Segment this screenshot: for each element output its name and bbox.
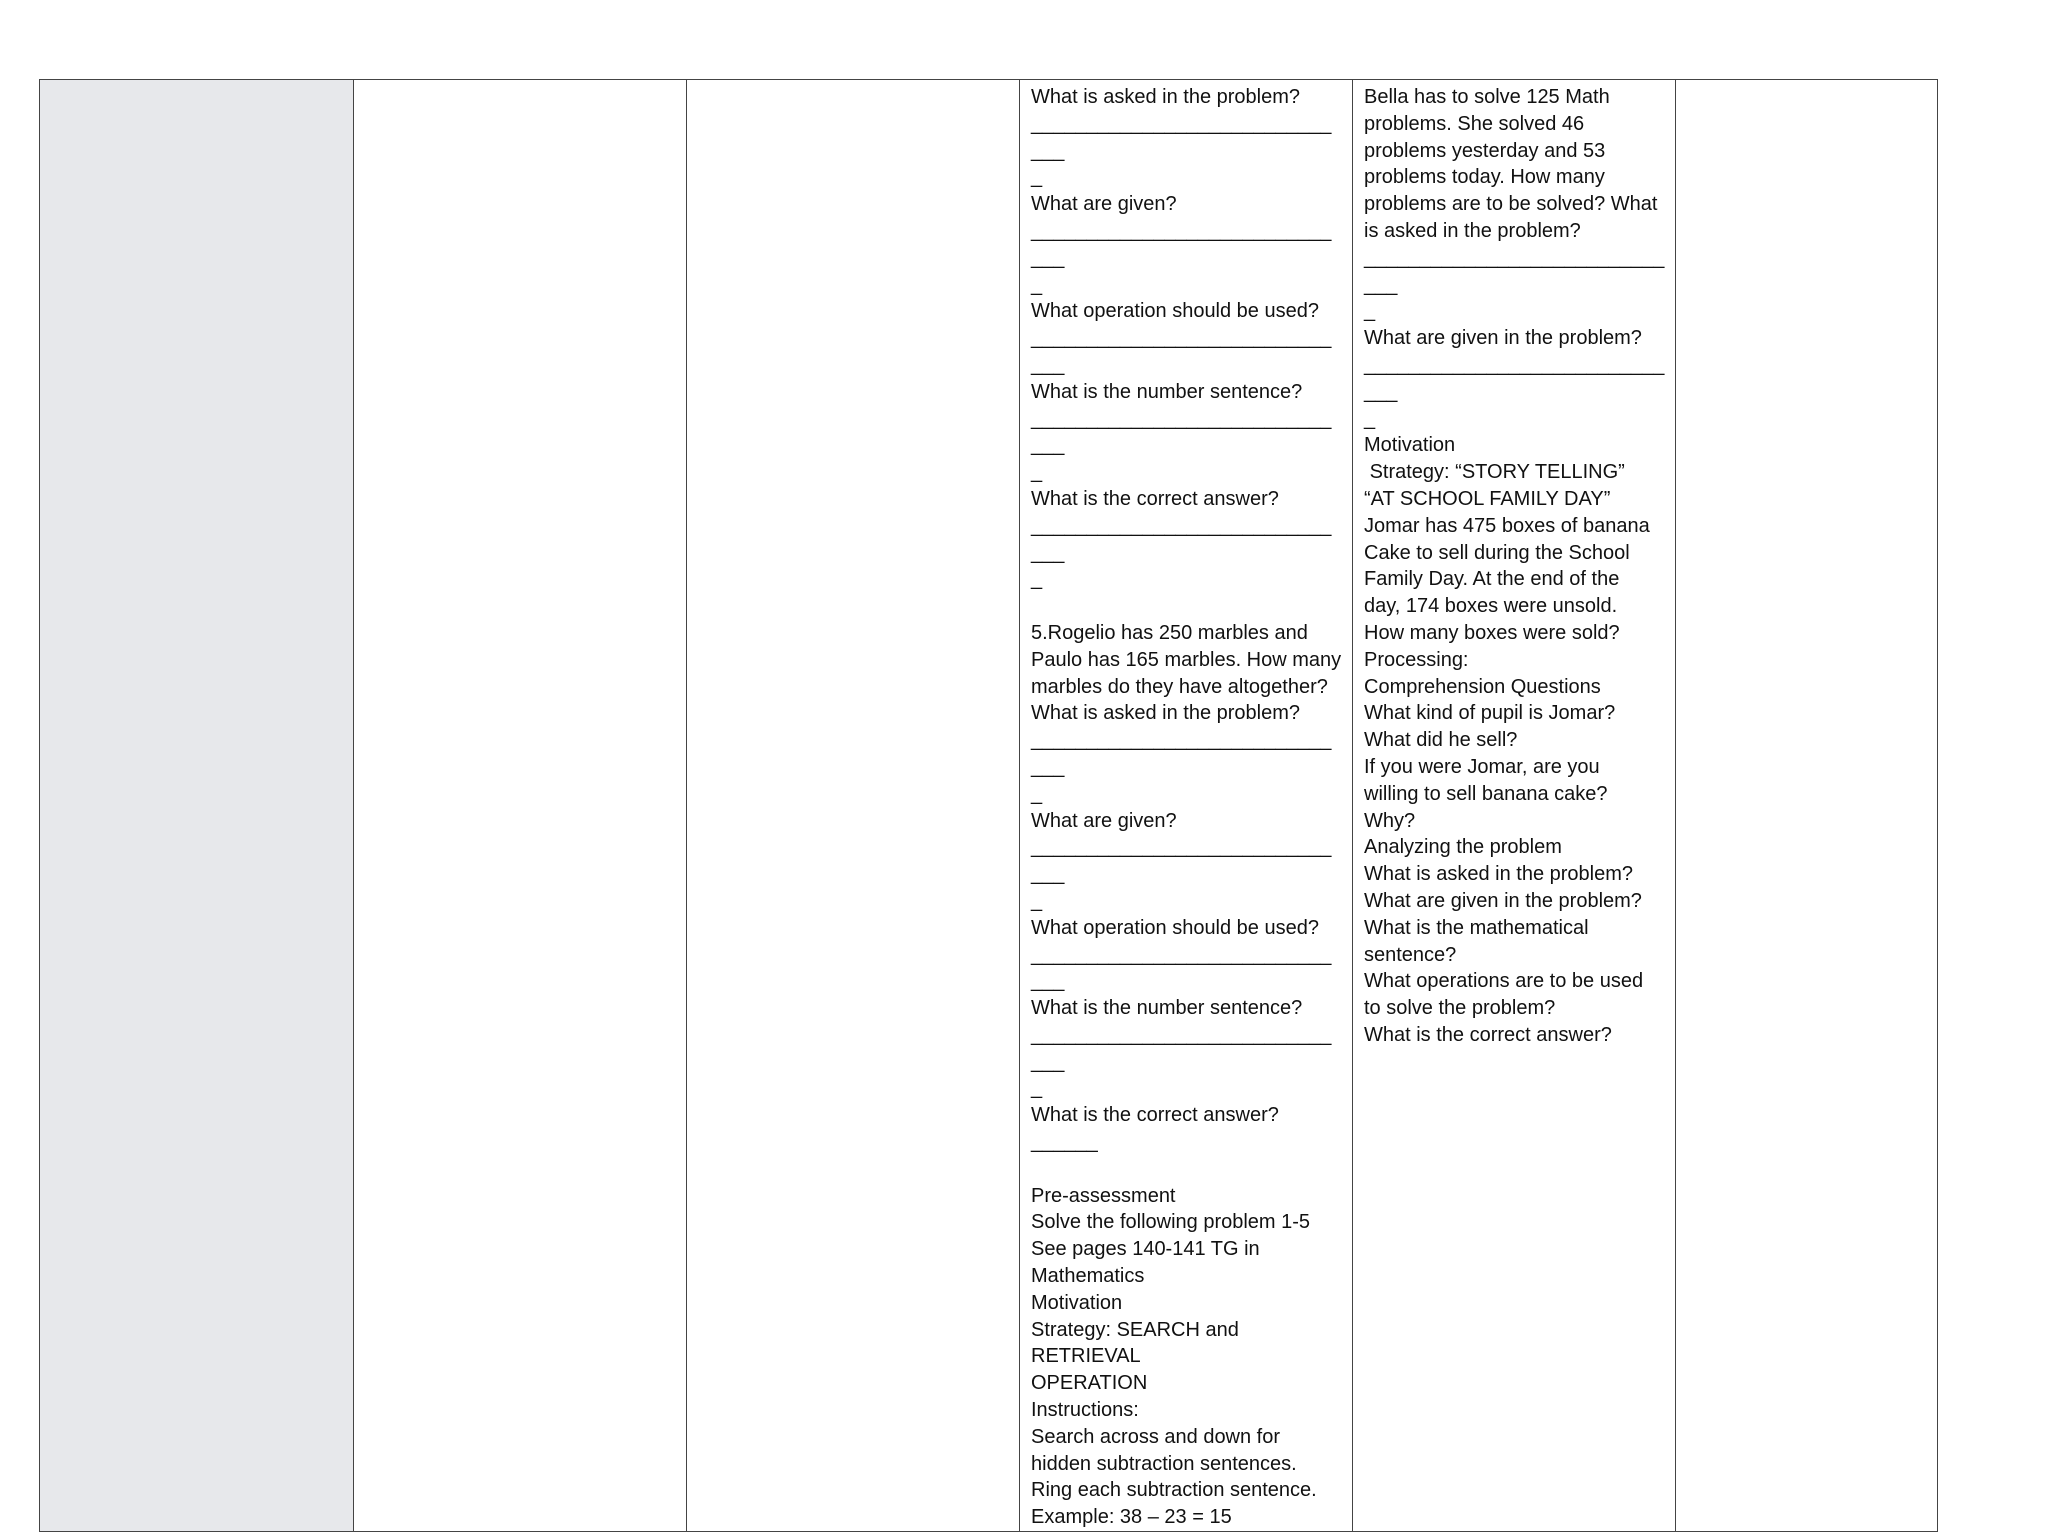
text-line: ______________________________ <box>1364 246 1665 296</box>
text-line: willing to sell banana cake? <box>1364 782 1608 805</box>
lesson-plan-table <box>39 79 1938 1532</box>
text-line: Ring each subtraction sentence. <box>1031 1479 1317 1502</box>
text-line: Mathematics <box>1031 1265 1145 1288</box>
text-line: What is the mathematical <box>1364 916 1589 939</box>
text-line: Motivation <box>1031 1291 1123 1314</box>
text-line: ______________________________ <box>1031 729 1332 778</box>
text-line: Search across and down for <box>1031 1425 1281 1448</box>
text-line: 5.Rogelio has 250 marbles and <box>1031 621 1308 644</box>
text-line: ______________________________ <box>1364 353 1665 403</box>
text-line: If you were Jomar, are you <box>1364 755 1600 778</box>
text-line: Why? <box>1364 809 1416 832</box>
text-line: Example: 38 – 23 = 15 <box>1031 1506 1232 1529</box>
text-line: ______________________________ <box>1031 943 1332 993</box>
text-line: _ <box>1364 300 1376 323</box>
text-line: _ <box>1031 273 1043 296</box>
text-line: ______________________________ <box>1031 514 1332 564</box>
text-line: Motivation <box>1364 434 1456 457</box>
text-line: ______________________________ <box>1031 836 1332 886</box>
text-line: _ <box>1031 461 1043 484</box>
text-line: Cake to sell during the School <box>1364 541 1630 564</box>
text-line: _ <box>1364 407 1376 430</box>
text-line: day, 174 boxes were unsold. <box>1364 595 1618 618</box>
text-line: Processing: <box>1364 648 1469 671</box>
text-line: Analyzing the problem <box>1364 836 1562 859</box>
text-line: sentence? <box>1364 943 1457 966</box>
text-line: Pre-assessment <box>1031 1184 1176 1207</box>
text-line: How many boxes were sold? <box>1364 621 1620 644</box>
text-line: What is the correct answer? <box>1031 1104 1279 1127</box>
text-line: problems today. How many <box>1364 166 1605 189</box>
text-line: _ <box>1031 889 1043 912</box>
text-line: What is the number sentence? <box>1031 380 1303 403</box>
text-line: problems yesterday and 53 <box>1364 139 1606 162</box>
text-line: What operation should be used? <box>1031 916 1319 939</box>
text-line <box>1031 593 1342 620</box>
text-line: What is asked in the problem? <box>1031 702 1301 725</box>
row-label-cell <box>40 80 354 1532</box>
table-cell-col-6 <box>1676 80 1938 1532</box>
text-line: What is the number sentence? <box>1031 997 1303 1020</box>
text-line: OPERATION <box>1031 1372 1148 1395</box>
text-line: What operation should be used? <box>1031 300 1319 323</box>
text-line: ______________________________ <box>1031 112 1332 162</box>
text-line: problems are to be solved? What <box>1364 193 1658 216</box>
text-line: What is the correct answer? <box>1364 1023 1612 1046</box>
text-line: Comprehension Questions <box>1364 675 1601 698</box>
text-line: ______________________________ <box>1031 1023 1332 1073</box>
text-line: See pages 140-141 TG in <box>1031 1238 1260 1261</box>
text-line: ______________________________ <box>1031 327 1332 376</box>
text-line: marbles do they have altogether? <box>1031 675 1328 698</box>
text-line: hidden subtraction sentences. <box>1031 1452 1297 1475</box>
text-line: Solve the following problem 1-5 <box>1031 1211 1311 1234</box>
text-line: Paulo has 165 marbles. How many <box>1031 648 1342 671</box>
text-line: What are given? <box>1031 193 1177 216</box>
table-cell-col-5 <box>1353 80 1676 1532</box>
text-line: What is asked in the problem? <box>1031 86 1301 108</box>
text-line: Strategy: SEARCH and RETRIEVAL <box>1031 1318 1245 1368</box>
text-line: What are given in the problem? <box>1364 327 1642 350</box>
text-line: ______ <box>1031 1131 1098 1154</box>
table-cell-col-2 <box>354 80 687 1532</box>
text-line: ______________________________ <box>1031 219 1332 269</box>
text-line: _ <box>1031 1077 1043 1100</box>
text-line: _ <box>1031 782 1043 805</box>
text-line: What are given? <box>1031 809 1177 832</box>
text-line: to solve the problem? <box>1364 997 1556 1020</box>
col-5-text <box>1353 80 1675 1049</box>
text-line: Jomar has 475 boxes of banana <box>1364 514 1650 537</box>
text-line: What did he sell? <box>1364 729 1518 752</box>
table-cell-col-4 <box>1020 80 1353 1532</box>
text-line: “AT SCHOOL FAMILY DAY” <box>1364 487 1611 510</box>
text-line: ______________________________ <box>1031 407 1332 457</box>
text-line: What are given in the problem? <box>1364 889 1642 912</box>
text-line <box>1031 1156 1342 1183</box>
text-line: What is the correct answer? <box>1031 487 1279 510</box>
table-row <box>40 80 1938 1532</box>
text-line: _ <box>1031 568 1043 591</box>
text-line: What is asked in the problem? <box>1364 863 1634 886</box>
text-line: What operations are to be used <box>1364 970 1644 993</box>
table-cell-col-3 <box>687 80 1020 1532</box>
text-line: Bella has to solve 125 Math <box>1364 86 1610 108</box>
text-line: is asked in the problem? <box>1364 219 1581 242</box>
text-line: _ <box>1031 166 1043 189</box>
text-line: Family Day. At the end of the <box>1364 568 1620 591</box>
text-line: Strategy: “STORY TELLING” <box>1364 461 1625 484</box>
text-line: problems. She solved 46 <box>1364 112 1585 135</box>
text-line: What kind of pupil is Jomar? <box>1364 702 1616 725</box>
col-4-text <box>1020 80 1352 1531</box>
text-line: Instructions: <box>1031 1399 1139 1422</box>
